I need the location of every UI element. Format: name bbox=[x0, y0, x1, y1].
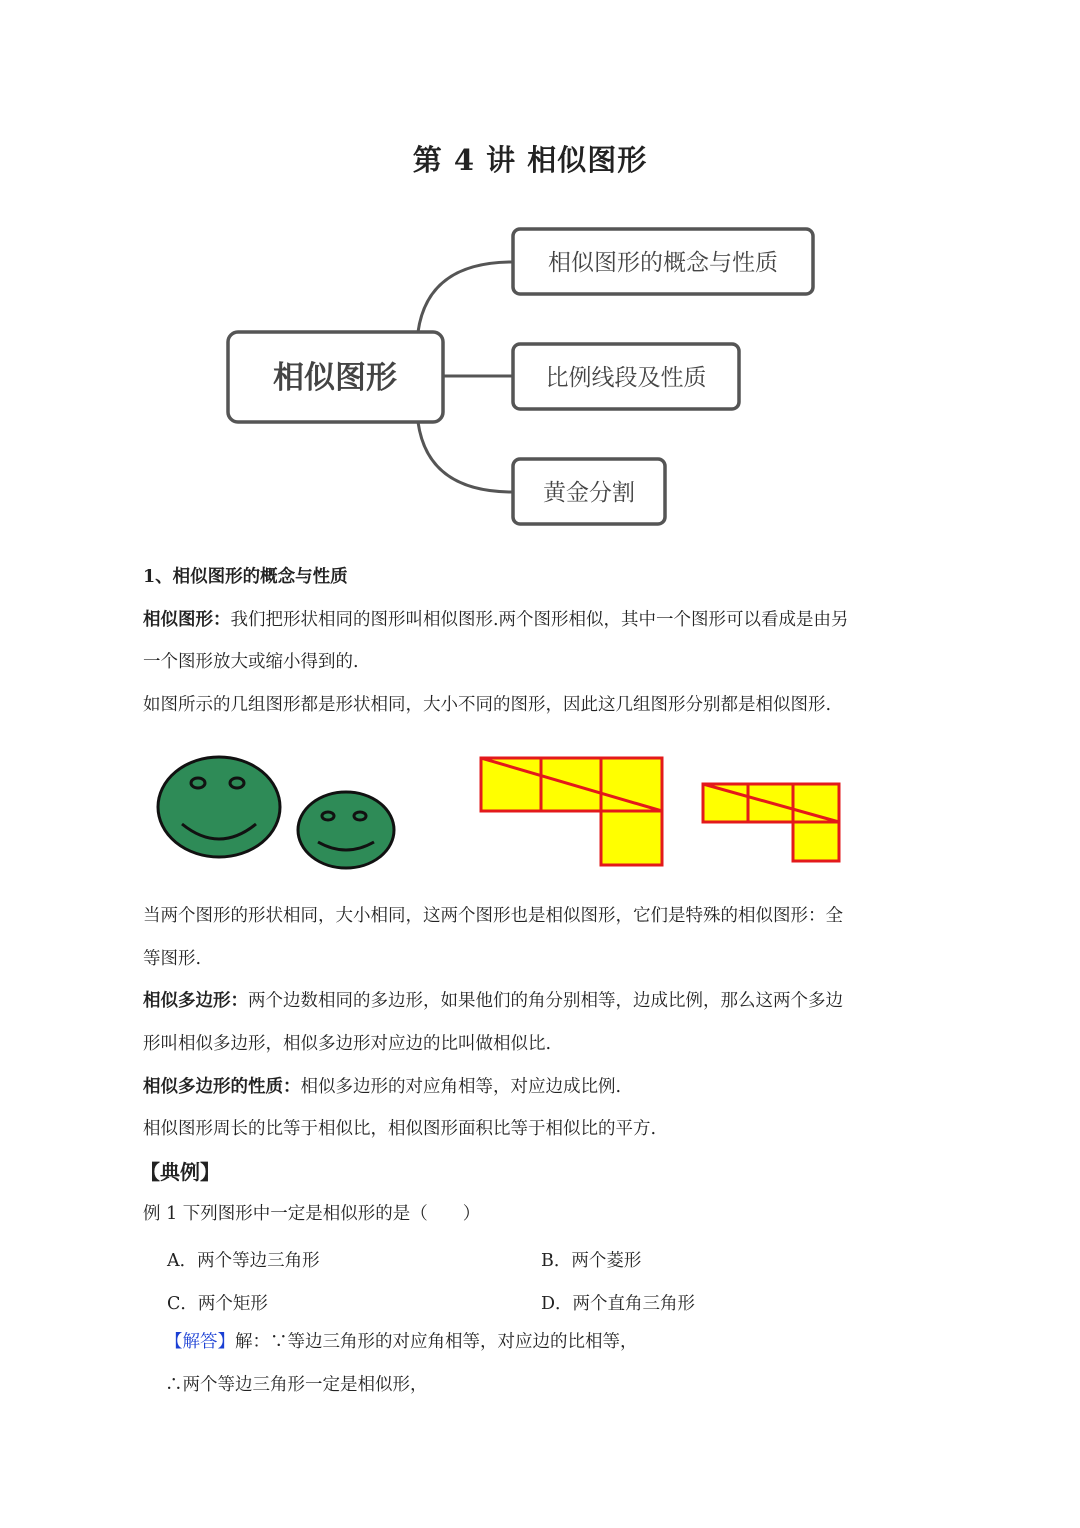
connector-top bbox=[418, 262, 513, 332]
option-c: C．两个矩形 bbox=[167, 1294, 268, 1314]
option-a: A．两个等边三角形 bbox=[167, 1251, 320, 1271]
branch-node-2-label: 比例线段及性质 bbox=[545, 365, 707, 391]
answer-line-1 bbox=[165, 1332, 638, 1352]
answer-line-2: ∴两个等边三角形一定是相似形， bbox=[165, 1375, 428, 1395]
definition-similar-polygons bbox=[143, 991, 843, 1011]
example-question: 例 1 下列图形中一定是相似形的是（ ） bbox=[143, 1204, 481, 1224]
definition-text-cont: 一个图形放大或缩小得到的. bbox=[143, 652, 359, 672]
definition-text: 我们把形状相同的图形叫相似图形.两个图形相似，其中一个图形可以看成是由另 bbox=[230, 610, 849, 630]
definition-text-cont: 形叫相似多边形，相似多边形对应边的比叫做相似比. bbox=[143, 1034, 552, 1054]
answer-text: 解：∵等边三角形的对应角相等，对应边的比相等， bbox=[235, 1332, 638, 1352]
property-text: 相似多边形的对应角相等，对应边成比例. bbox=[300, 1077, 622, 1097]
large-smiley-face bbox=[158, 757, 280, 857]
small-grid-shape bbox=[703, 784, 839, 861]
ratio-property: 相似图形周长的比等于相似比，相似图形面积比等于相似比的平方. bbox=[143, 1119, 657, 1139]
example-description: 如图所示的几组图形都是形状相同，大小不同的图形，因此这几组图形分别都是相似图形. bbox=[143, 695, 832, 715]
polygon-properties bbox=[143, 1077, 621, 1097]
property-term: 相似多边形的性质： bbox=[143, 1077, 301, 1097]
section-heading: 1、相似图形的概念与性质 bbox=[143, 567, 348, 587]
connector-bottom bbox=[418, 422, 513, 492]
large-grid-shape bbox=[481, 758, 662, 865]
answer-tag: 【解答】 bbox=[165, 1332, 235, 1352]
small-smiley-face bbox=[298, 792, 394, 868]
definition-term: 相似多边形： bbox=[143, 991, 248, 1011]
branch-node-1-label: 相似图形的概念与性质 bbox=[548, 250, 778, 276]
branch-node-3-label: 黄金分割 bbox=[543, 480, 635, 506]
option-d: D．两个直角三角形 bbox=[541, 1294, 696, 1314]
congruent-text-cont: 等图形. bbox=[143, 949, 202, 969]
mind-map bbox=[220, 222, 820, 532]
root-node-label: 相似图形 bbox=[273, 360, 397, 396]
option-b: B．两个菱形 bbox=[541, 1251, 642, 1271]
similar-figures-illustration bbox=[150, 752, 850, 872]
definition-similar-figures bbox=[143, 610, 849, 630]
congruent-text: 当两个图形的形状相同，大小相同，这两个图形也是相似图形，它们是特殊的相似图形：全 bbox=[143, 906, 843, 926]
page-title: 第 4 讲 相似图形 bbox=[412, 143, 648, 177]
typical-example-heading: 【典例】 bbox=[140, 1160, 220, 1184]
definition-term: 相似图形： bbox=[143, 610, 231, 630]
definition-text: 两个边数相同的多边形，如果他们的角分别相等，边成比例，那么这两个多边 bbox=[248, 991, 843, 1011]
